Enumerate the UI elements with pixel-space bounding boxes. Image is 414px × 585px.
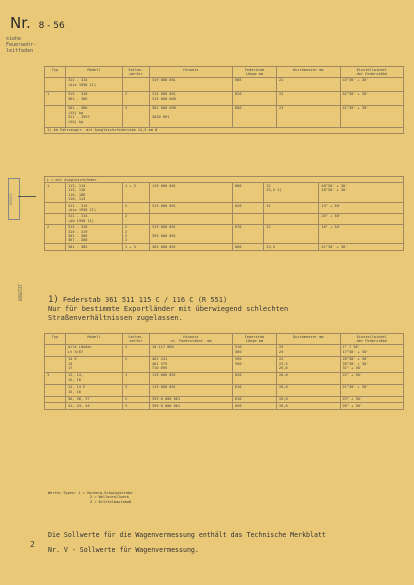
cell-winkel: 26° + 30' — [340, 403, 404, 409]
cell-werfer: 2 2 2 2 — [123, 224, 150, 244]
cell-durchm: 22 — [277, 91, 340, 105]
col-modell: Modell — [66, 334, 123, 345]
cell-typ: 1 — [45, 91, 66, 105]
cell-laenge: 510 560 — [233, 344, 277, 356]
table-row — [45, 183, 404, 203]
footnote-number: 1) — [48, 295, 59, 305]
cell-werfer: 3 — [123, 105, 150, 127]
footnote-line-1 — [48, 296, 398, 305]
table-note: 1) Ab Fahrzeugnr. mit Ausgleichsfederstab 14,5 mm Ø — [45, 127, 404, 133]
cell-durchm: 22 — [277, 77, 340, 91]
cell-werfer: 3 — [123, 384, 150, 396]
cell-modell: 36, 36, 37 — [66, 396, 123, 402]
cell-typ — [45, 384, 66, 396]
cell-durchm: 26,8 — [277, 396, 340, 402]
cell-hinweis: 359 0 000 061 — [150, 396, 233, 402]
cell-hinweis — [150, 213, 233, 224]
cell-hinweis: 119 000 061 — [150, 183, 233, 203]
cell-modell: alle Länder Lt 5/67 — [66, 344, 123, 356]
nr-value: 8 - 56 — [38, 21, 65, 31]
side-line: leitfaden — [6, 48, 34, 54]
cell-winkel: 41°30' + 30' — [340, 91, 404, 105]
cell-hinweis: 319 000 061 — [150, 203, 233, 214]
cell-durchm: 23,5 — [264, 244, 319, 250]
cell-typ — [45, 77, 66, 91]
cell-typ — [45, 344, 66, 356]
closing-line-2: Nr. V - Sollwerte für Wagenvermessung. — [48, 546, 199, 554]
cell-winkel: 20°30' + 30' 20°30' + 30' 31° + 30' — [340, 356, 404, 372]
table-row — [45, 384, 404, 396]
cell-typ: 3 — [45, 372, 66, 384]
cell-werfer: 1 + 3 — [123, 183, 150, 203]
table-row — [45, 244, 404, 250]
types-legend-line: 3 = Drittelbautsmaß — [90, 499, 132, 504]
cell-laenge: 670 — [233, 224, 264, 244]
table-row — [45, 91, 404, 105]
col-typ: Typ — [45, 334, 66, 345]
cell-winkel: 40°30' + 30' 18°30' + 30' — [319, 183, 404, 203]
document-number — [10, 14, 65, 32]
table-header-row — [45, 334, 404, 345]
cell-hinweis: 319 000 061 359 000 061 — [150, 224, 233, 244]
types-legend-line: 2 = Wellenrollwerk — [90, 495, 129, 500]
footnote-text: Federstab 361 511 115 C / 116 C (R 551) — [62, 296, 228, 304]
col-winkel: Einstellwinkel der Federstäbe — [340, 334, 404, 345]
cell-winkel: 22° + 30' — [340, 372, 404, 384]
cell-hinweis: 315 000 061 315 000 060 — [150, 91, 233, 105]
side-line: Feuerwehr- — [6, 42, 37, 48]
nr-label: Nr. — [10, 14, 31, 32]
cell-winkel: 13° + 30' — [319, 203, 404, 214]
spring-table-1 — [44, 66, 404, 134]
cell-laenge: 610 — [233, 396, 277, 402]
cell-winkel: 1° 7 30' 17°30' + 30' — [340, 344, 404, 356]
cell-winkel: 10° + 30' — [319, 224, 404, 244]
cell-laenge — [233, 213, 264, 224]
table-note-row — [45, 127, 404, 133]
cell-werfer: 1 + 3 — [123, 244, 150, 250]
side-note — [6, 36, 36, 54]
cell-hinweis: 119 000 061 — [150, 372, 233, 384]
cell-typ: 1 — [45, 183, 66, 203]
cell-modell: 113, 114 115, 116 116, 186 116, 113 — [66, 183, 123, 203]
table-title: L = mit Ausgleichsfeder — [45, 177, 404, 183]
cell-durchm: 22 — [264, 203, 319, 214]
cell-modell: 12, 14, 15, 16 — [66, 372, 123, 384]
arrow-right-icon — [18, 196, 36, 197]
stamp: ERSATZ — [8, 178, 20, 220]
cell-durchm: 23 — [277, 105, 340, 127]
types-legend-line: Werfer-Typen: 1 = Vorderg-Schwingstrebe — [48, 491, 133, 495]
col-hinweis: Hinweis nr. Federstabnr. mm — [150, 334, 233, 345]
cell-typ — [45, 244, 66, 250]
footnote-line-2: Nur für bestimmte Exportländer mit überwiegend schlechten — [48, 305, 289, 313]
cell-typ — [45, 105, 66, 127]
cell-winkel: 20° + 30' — [319, 213, 404, 224]
cell-werfer: 2 — [123, 203, 150, 214]
cell-werfer — [123, 77, 150, 91]
cell-typ — [45, 213, 66, 224]
table-row — [45, 344, 404, 356]
cell-werfer: 2 — [123, 396, 150, 402]
cell-durchm: 22 — [264, 224, 319, 244]
cell-hinweis: 361 000 098 3030 091 — [150, 105, 233, 127]
cell-werfer: 2 — [123, 356, 150, 372]
cell-hinweis: 10-117 000 — [150, 344, 233, 356]
cell-werfer: 2 — [123, 213, 150, 224]
footnote — [48, 296, 398, 323]
col-durchm: Durchmesser mm — [277, 334, 340, 345]
closing-line-1: Die Sollwerte für die Wagenvermessung enthält das Technische Merkblatt — [48, 531, 326, 539]
closing-text — [48, 528, 408, 558]
cell-hinweis: 119 000 061 — [150, 384, 233, 396]
col-werfer: Seiten- werfer — [123, 67, 150, 78]
cell-durchm: 22 23,5 1) — [264, 183, 319, 203]
cell-laenge: 620 — [233, 372, 277, 384]
col-typ: Typ — [45, 67, 66, 78]
cell-laenge: 620 — [233, 91, 277, 105]
col-winkel: Einstellwinkel der Federstäbe — [340, 67, 404, 78]
side-line: siehe — [6, 36, 22, 42]
col-durchm: Durchmesser mm — [277, 67, 340, 78]
page-number: 2 — [30, 540, 35, 549]
cell-modell: 311 - 314 (bis 1958 II) — [66, 77, 123, 91]
table-row — [45, 105, 404, 127]
cell-modell: 315 - 316 315 - 319 361 - 366 367 - 368 — [66, 224, 123, 244]
types-legend — [48, 491, 132, 504]
cell-hinweis: 359 0 000 061 — [150, 403, 233, 409]
cell-werfer: 1 — [123, 372, 150, 384]
cell-laenge: 680 — [233, 244, 264, 250]
col-werfer: Seiten- werfer — [123, 334, 150, 345]
cell-werfer: 3 — [123, 403, 150, 409]
cell-winkel: 23° + 30' — [340, 396, 404, 402]
table-row — [45, 356, 404, 372]
cell-modell: 12, 14 E 15, 16 — [66, 384, 123, 396]
cell-laenge: 680 — [233, 183, 264, 203]
table-row — [45, 403, 404, 409]
col-hinweis: Hinweis — [150, 67, 233, 78]
col-modell: Modell — [66, 67, 123, 78]
cell-werfer: 2 — [123, 91, 150, 105]
cell-winkel: 41°30' + 30' — [340, 105, 404, 127]
cell-modell: 381 - 385 — [66, 244, 123, 250]
cell-hinweis: 319 000 061 — [150, 77, 233, 91]
cell-durchm — [264, 213, 319, 224]
col-laenge: Federstab Länge mm — [233, 334, 277, 345]
cell-laenge: 686 — [233, 105, 277, 127]
cell-durchm: 26,8 — [277, 384, 340, 396]
cell-werfer: 1 — [123, 344, 150, 356]
cell-hinweis: 461 441 461 379 710 895 — [150, 356, 233, 372]
cell-typ — [45, 356, 66, 372]
cell-durchm: 25 25 — [277, 344, 340, 356]
cell-modell: 41, 43, 44 — [66, 403, 123, 409]
col-laenge: Federstab Länge mm — [233, 67, 277, 78]
spring-table-3 — [44, 333, 404, 410]
footnote-line-3: Straßenverhältnissen zugelassen. — [48, 314, 183, 322]
table-row — [45, 213, 404, 224]
cell-durchm: 26,8 — [277, 372, 340, 384]
cell-durchm: 26,8 — [277, 403, 340, 409]
table-row — [45, 77, 404, 91]
cell-laenge: 620 — [233, 203, 264, 214]
spring-table-2 — [44, 176, 404, 251]
cell-winkel: 41°30' + 30' — [319, 244, 404, 250]
cell-winkel: 43°30' + 30' — [340, 77, 404, 91]
cell-modell: 361 - 366 (XX) kg 311 - 1957 (XX) kg — [66, 105, 123, 127]
cell-hinweis: 383 000 061 — [150, 244, 233, 250]
table-row — [45, 224, 404, 244]
table-row — [45, 372, 404, 384]
cell-modell: 311 - 314 (bis 1958 II) — [66, 203, 123, 214]
cell-modell: 311 - 314 (ab 1958 II) — [66, 213, 123, 224]
table-row — [45, 203, 404, 214]
vertical-label: ERSETZT — [18, 284, 23, 301]
table-header-row — [45, 67, 404, 78]
cell-laenge: 686 — [233, 77, 277, 91]
cell-typ: 2 — [45, 224, 66, 244]
cell-typ — [45, 203, 66, 214]
cell-modell: 14 E 15 17 — [66, 356, 123, 372]
cell-laenge: 610 — [233, 384, 277, 396]
cell-typ — [45, 403, 66, 409]
cell-laenge: 590 590 — [233, 356, 277, 372]
cell-winkel: 21°30' + 30' — [340, 384, 404, 396]
cell-durchm: 22 23,5 26,8 — [277, 356, 340, 372]
cell-laenge: 650 — [233, 403, 277, 409]
cell-modell: 315 - 316 361 - 366 — [66, 91, 123, 105]
